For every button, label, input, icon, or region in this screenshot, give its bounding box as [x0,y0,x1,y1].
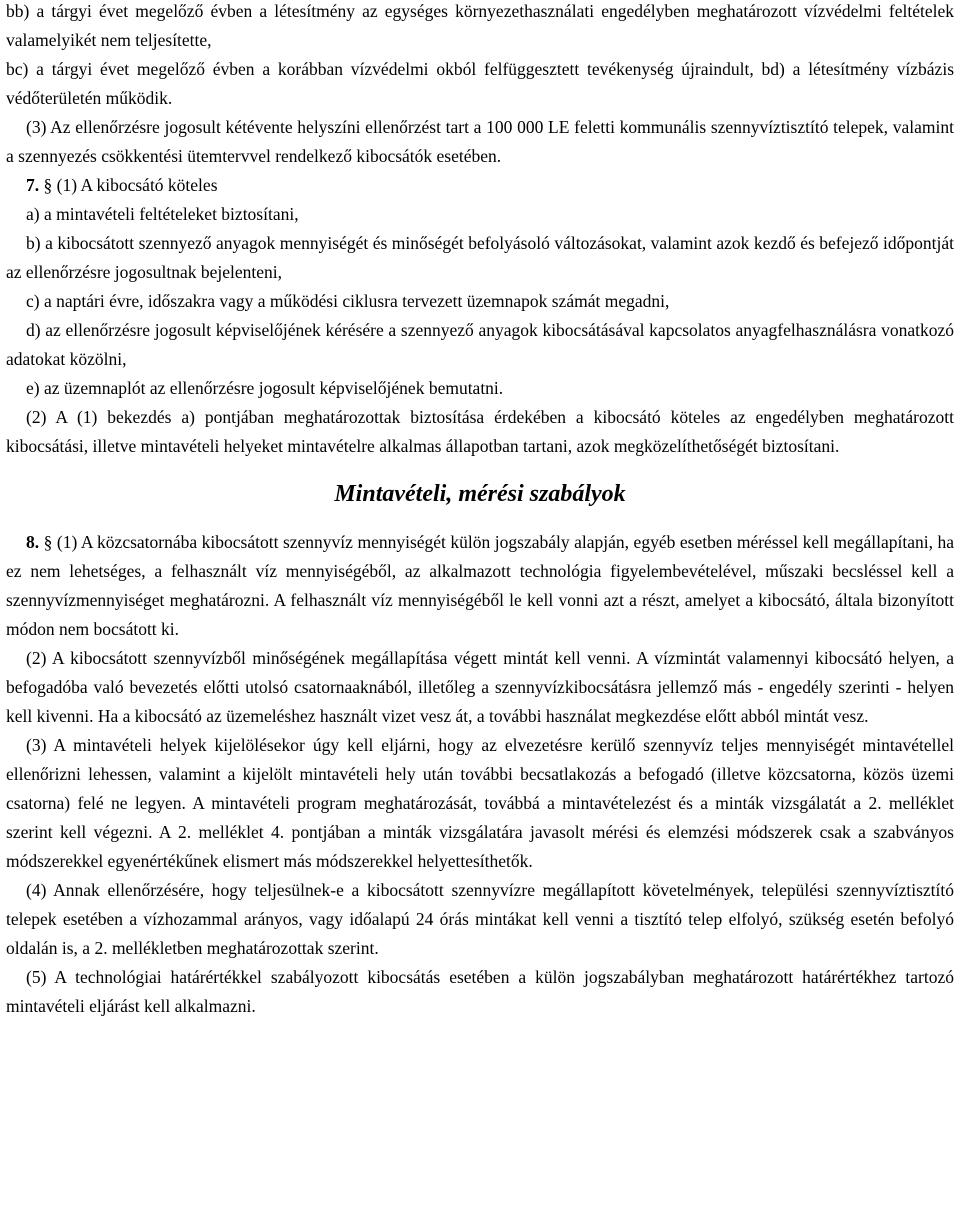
paragraph-6-3: (3) Az ellenőrzésre jogosult kétévente helyszíni ellenőrzést tart a 100 000 LE feletti kommunális szennyvíztisztító telepek, valamint a szennyezés csökkentési ütemtervvel rendelkező kibocsátók esetében. [6,117,954,166]
section-8-para1 [6,528,954,644]
section-7-number: 7. [26,175,40,195]
section-7-para2: (2) A (1) bekezdés a) pontjában meghatározottak biztosítása érdekében a kibocsátó köteles az engedélyben meghatározott kibocsátási, illetve mintavételi helyeket mintavételre alkalmas állapotban tartani, azok megközelíthetőségét biztosítani. [6,407,954,456]
section-heading: Mintavételi, mérési szabályok [334,481,626,507]
section-8-para1-text: (1) A közcsatornába kibocsátott szennyvíz mennyiségét külön jogszabály alapján, egyéb esetben méréssel kell megállapítani, ha ez nem lehetséges, a felhasznált víz mennyiségéből, az alkalmazott technológia figyelembevételével, műszaki becsléssel kell a szennyvízmennyiséget meghatározni. A felhasznált víz mennyiségéből le kell vonni azt a részt, amelyet a kibocsátó, általa bizonyított módon nem bocsátott ki. [6,532,954,639]
section-8-para2: (2) A kibocsátott szennyvízből minőségének megállapítása végett mintát kell venni. A vízmintát valamennyi kibocsátó helyen, a befogadóba való bevezetés előtti utolsó csatornaaknából, illetőleg a szennyvízkibocsátásra jellemző más - engedély szerinti - helyen kell kivenni. Ha a kibocsátó az üzemeléshez használt vizet vesz át, a további használat megkezdése előtt abból mintát vesz. [6,648,954,726]
section-7-item-c: c) a naptári évre, időszakra vagy a működési ciklusra tervezett üzemnapok számát megadni, [26,291,670,311]
section-8-para3: (3) A mintavételi helyek kijelölésekor úgy kell eljárni, hogy az elvezetésre kerülő szennyvíz teljes mennyiségét mintavétellel ellenőrizni lehessen, valamint a kijelölt mintavételi hely után további becsatlakozás a befogadó (illetve közcsatorna, közös üzemi csatorna) felé ne legyen. A mintavételi program meghatározását, továbbá a mintavételezést és a minták vizsgálatát a 2. melléklet szerint kell végezni. A 2. melléklet 4. pontjában a minták vizsgálatára javasolt mérési és elemzési módszerek csak a szabványos módszerekkel egyenértékűnek elismert más módszerekkel helyettesíthetők. [6,735,954,871]
section-8-para4: (4) Annak ellenőrzésére, hogy teljesülnek-e a kibocsátott szennyvízre megállapított követelmények, települési szennyvíztisztító telepek esetében a vízhozammal arányos, vagy időalapú 24 órás mintákat kell venni a tisztító telep elfolyó, szükség esetén befolyó oldalán is, a 2. mellékletben meghatározottak szerint. [6,880,954,958]
section-7-item-a: a) a mintavételi feltételeket biztosítani, [26,204,299,224]
section-7-item-b-text: b) a kibocsátott szennyező anyagok mennyiségét és minőségét befolyásoló változásokat, valamint azok kezdő és befejező időpontját az ellenőrzésre jogosultnak bejelenteni, [6,233,954,282]
section-7-header [6,171,954,200]
paragraph-bc-bd: bc) a tárgyi évet megelőző évben a korábban vízvédelmi okból felfüggesztett tevékenység újraindult, bd) a létesítmény vízbázis védőterületén működik. [6,59,954,108]
section-7-para1-intro: (1) A kibocsátó köteles [56,175,218,195]
section-8-para5: (5) A technológiai határértékkel szabályozott kibocsátás esetében a külön jogszabályban meghatározott határértékhez tartozó mintavételi eljárást kell alkalmazni. [6,967,954,1016]
section-7-sign: § [43,175,53,195]
paragraph-bb: bb) a tárgyi évet megelőző évben a létesítmény az egységes környezethasználati engedélyben meghatározott vízvédelmi feltételek valamelyikét nem teljesítette, [6,1,954,50]
section-7-item-d-text: d) az ellenőrzésre jogosult képviselőjének kérésére a szennyező anyagok kibocsátásával kapcsolatos anyagfelhasználásra vonatkozó adatokat közölni, [6,320,954,369]
section-7-item-e: e) az üzemnaplót az ellenőrzésre jogosult képviselőjének bemutatni. [26,378,504,398]
section-7-item-b [6,229,954,287]
section-8-number: 8. [26,532,40,552]
section-7-item-d [6,316,954,374]
section-8-sign: § [43,532,53,552]
